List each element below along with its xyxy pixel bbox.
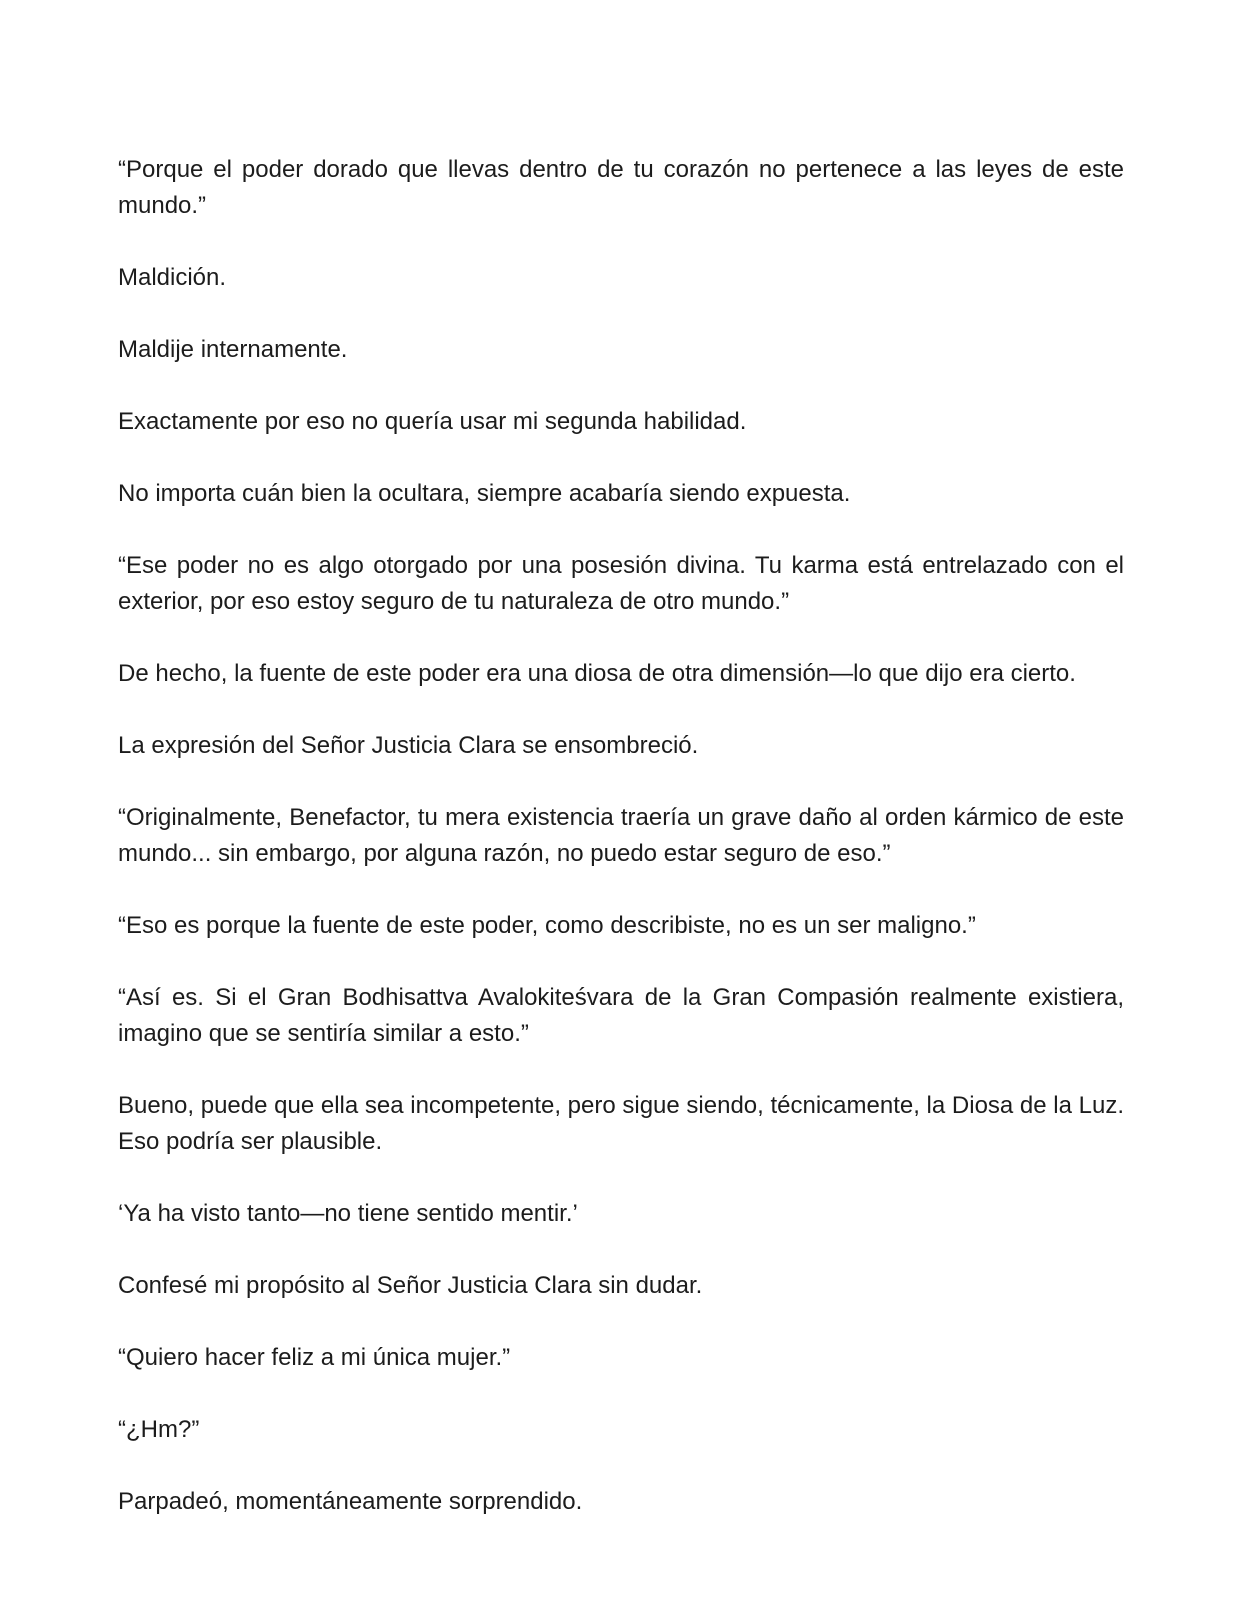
paragraph: De hecho, la fuente de este poder era una diosa de otra dimensión—lo que dijo era cierto. (118, 660, 1076, 687)
paragraph: “Porque el poder dorado que llevas dentro de tu corazón no pertenece a las leyes de este mundo.” (118, 156, 1124, 219)
paragraph: “Eso es porque la fuente de este poder, como describiste, no es un ser maligno.” (118, 912, 976, 939)
paragraph: “Originalmente, Benefactor, tu mera existencia traería un grave daño al orden kármico de este mundo... sin embargo, por alguna razón, no puedo estar seguro de eso.” (118, 804, 1124, 867)
document-body (118, 152, 1124, 1556)
paragraph: Parpadeó, momentáneamente sorprendido. (118, 1488, 583, 1515)
paragraph: Maldición. (118, 264, 227, 291)
paragraph: Confesé mi propósito al Señor Justicia Clara sin dudar. (118, 1272, 703, 1299)
paragraph: “Quiero hacer feliz a mi única mujer.” (118, 1344, 511, 1371)
paragraph: “Así es. Si el Gran Bodhisattva Avalokiteśvara de la Gran Compasión realmente existiera, imagino que se sentiría similar a esto.” (118, 984, 1124, 1047)
paragraph: Exactamente por eso no quería usar mi segunda habilidad. (118, 408, 747, 435)
paragraph: Maldije internamente. (118, 336, 348, 363)
paragraph: Bueno, puede que ella sea incompetente, pero sigue siendo, técnicamente, la Diosa de la Luz. Eso podría ser plausible. (118, 1092, 1125, 1155)
paragraph: ‘Ya ha visto tanto—no tiene sentido mentir.’ (118, 1200, 578, 1227)
paragraph: “¿Hm?” (118, 1416, 200, 1443)
paragraph: “Ese poder no es algo otorgado por una posesión divina. Tu karma está entrelazado con el exterior, por eso estoy seguro de tu naturaleza de otro mundo.” (118, 552, 1124, 615)
paragraph: La expresión del Señor Justicia Clara se ensombreció. (118, 732, 699, 759)
paragraph: No importa cuán bien la ocultara, siempre acabaría siendo expuesta. (118, 480, 851, 507)
